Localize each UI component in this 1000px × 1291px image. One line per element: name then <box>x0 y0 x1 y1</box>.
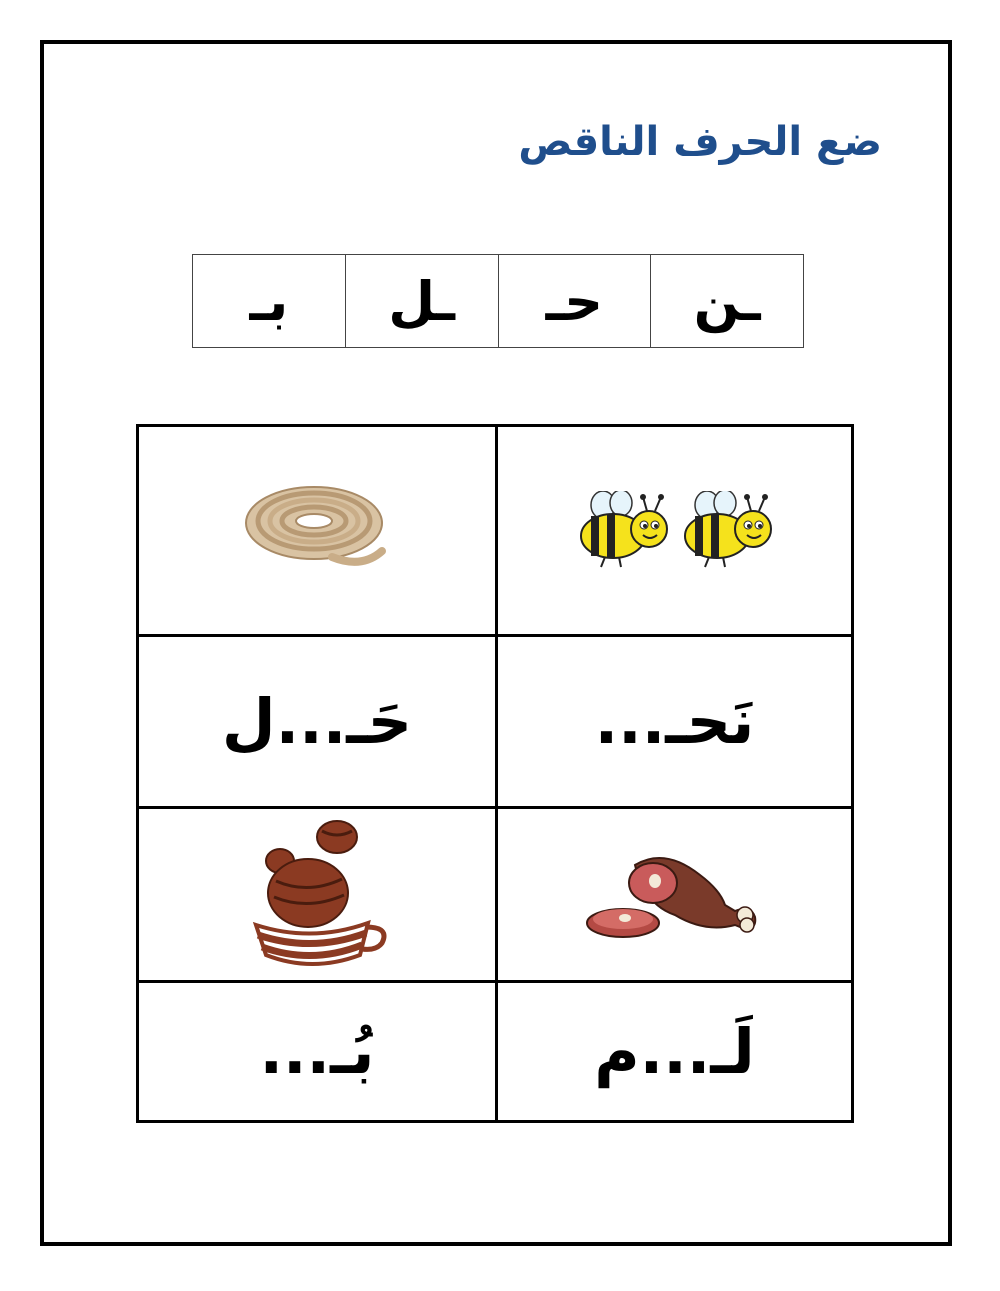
picture-cell-meat <box>495 809 851 983</box>
letter-bank-cell[interactable]: بـ <box>193 255 346 348</box>
word-cell[interactable] <box>495 637 851 809</box>
bees-icon <box>575 491 775 571</box>
picture-cell-rope <box>139 427 495 637</box>
word-cell[interactable] <box>495 983 851 1120</box>
incomplete-word: بُـ... <box>259 1014 375 1088</box>
letter-bank-cell[interactable]: حـ <box>498 255 651 348</box>
letter-bank <box>192 254 804 348</box>
incomplete-word: حَـ...ل <box>221 684 413 758</box>
rope-icon <box>242 481 392 581</box>
incomplete-word: نَحـ... <box>594 684 755 758</box>
letter-bank-cell[interactable]: ـن <box>651 255 804 348</box>
page-title: ضع الحرف الناقص <box>518 119 882 165</box>
picture-cell-coffee <box>139 809 495 983</box>
coffee-icon <box>242 815 392 975</box>
meat-icon <box>585 845 765 945</box>
word-cell[interactable] <box>139 637 495 809</box>
letter-bank-cell[interactable]: ـل <box>345 255 498 348</box>
picture-cell-bees <box>495 427 851 637</box>
incomplete-word: لَـ...م <box>594 1014 755 1088</box>
word-cell[interactable] <box>139 983 495 1120</box>
exercise-grid <box>136 424 854 1123</box>
